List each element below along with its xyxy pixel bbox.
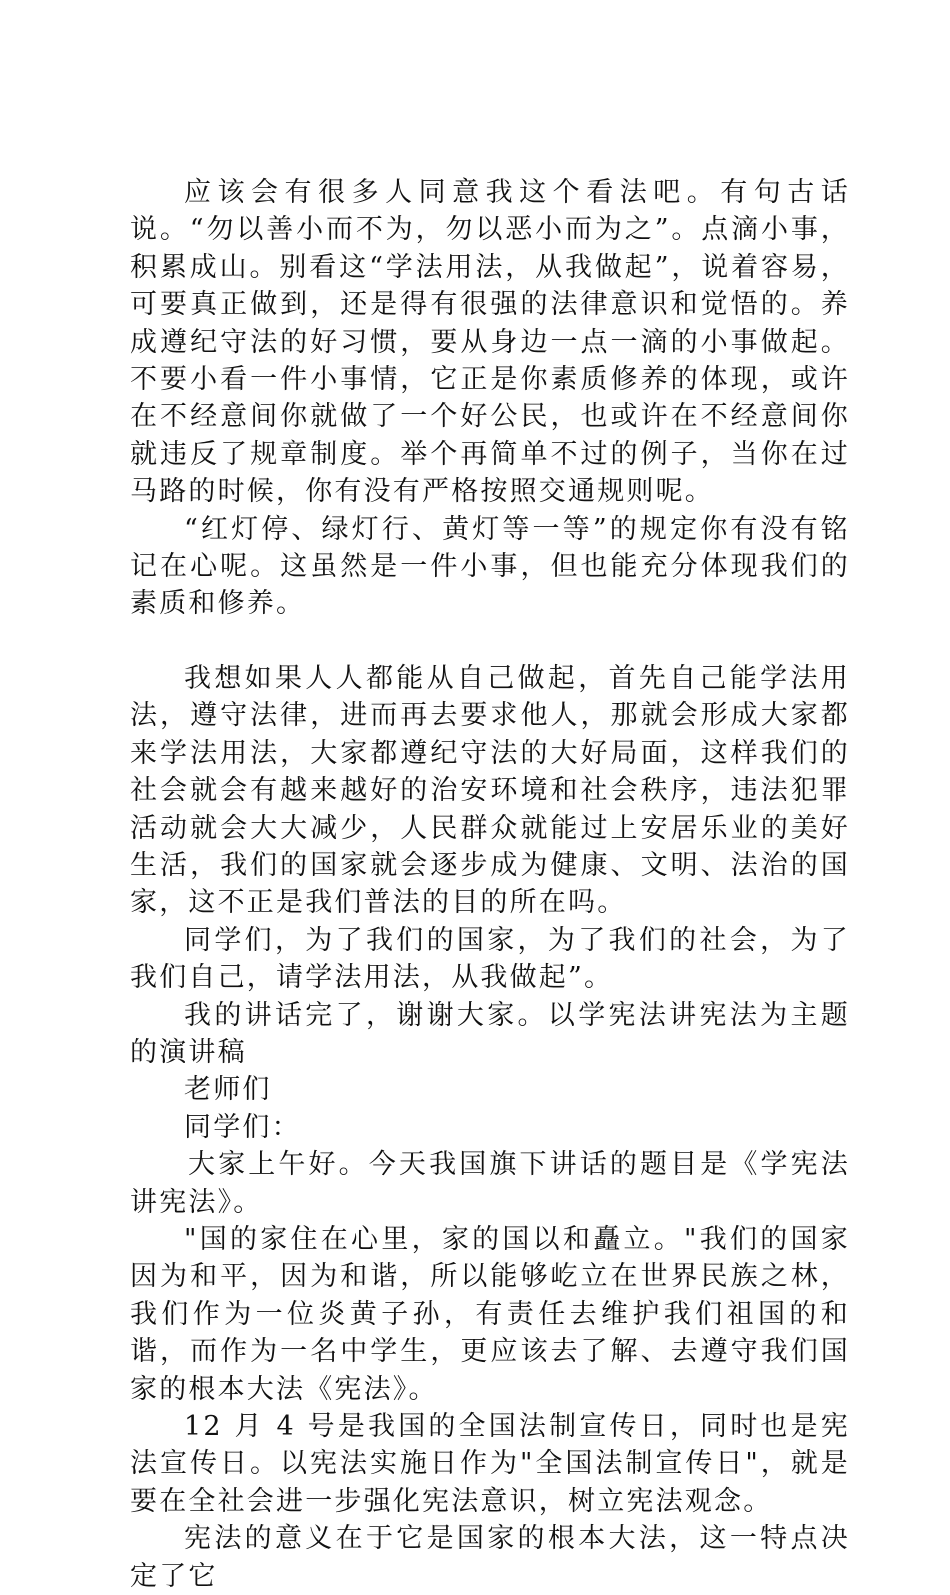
paragraph-1: 应该会有很多人同意我这个看法吧。有句古话说。“勿以善小而不为，勿以恶小而为之”。点滴小事，积累成山。别看这“学法用法，从我做起”，说着容易，可要真正做到，还是得有很强的法律意识和觉悟的。养成遵纪守法的好习惯，要从身边一点一滴的小事做起。不要小看一件小事情，它正是你素质修养的体现，或许在不经意间你就做了一个好公民，也或许在不经意间你就违反了规章制度。举个再简单不过的例子，当你在过马路的时候，你有没有严格按照交通规则呢。 <box>130 177 850 508</box>
paragraph-10: 12 月 4 号是我国的全国法制宣传日，同时也是宪法宣传日。以宪法实施日作为"全国法制宣传日"，就是要在全社会进一步强化宪法意识，树立宪法观念。 <box>130 1411 850 1517</box>
document-body <box>130 174 850 1595</box>
paragraph-11: 宪法的意义在于它是国家的根本大法，这一特点决定了它 <box>130 1523 850 1592</box>
paragraph-4: 同学们，为了我们的国家，为了我们的社会，为了我们自己，请学法用法，从我做起”。 <box>130 924 850 994</box>
paragraph-8: 大家上午好。今天我国旗下讲话的题目是《学宪法讲宪法》。 <box>130 1149 850 1218</box>
paragraph-2: “红灯停、绿灯行、黄灯等一等”的规定你有没有铭记在心呢。这虽然是一件小事，但也能充分体现我们的素质和修养。 <box>130 513 850 620</box>
paragraph-7: 同学们： <box>184 1111 301 1143</box>
paragraph-6: 老师们 <box>184 1074 272 1106</box>
paragraph-3: 我想如果人人都能从自己做起，首先自己能学法用法，遵守法律，进而再去要求他人，那就会形成大家都来学法用法，大家都遵纪守法的大好局面，这样我们的社会就会有越来越好的治安环境和社会秩序，违法犯罪活动就会大大减少，人民群众就能过上安居乐业的美好生活，我们的国家就会逐步成为健康、文明、法治的国家，这不正是我们普法的目的所在吗。 <box>130 662 850 919</box>
paragraph-9: "国的家住在心里，家的国以和矗立。"我们的国家因为和平，因为和谐，所以能够屹立在世界民族之林，我们作为一位炎黄子孙，有责任去维护我们祖国的和谐，而作为一名中学生，更应该去了解、去遵守我们国家的根本大法《宪法》。 <box>130 1223 850 1405</box>
paragraph-5: 我的讲话完了，谢谢大家。以学宪法讲宪法为主题的演讲稿 <box>130 999 850 1068</box>
